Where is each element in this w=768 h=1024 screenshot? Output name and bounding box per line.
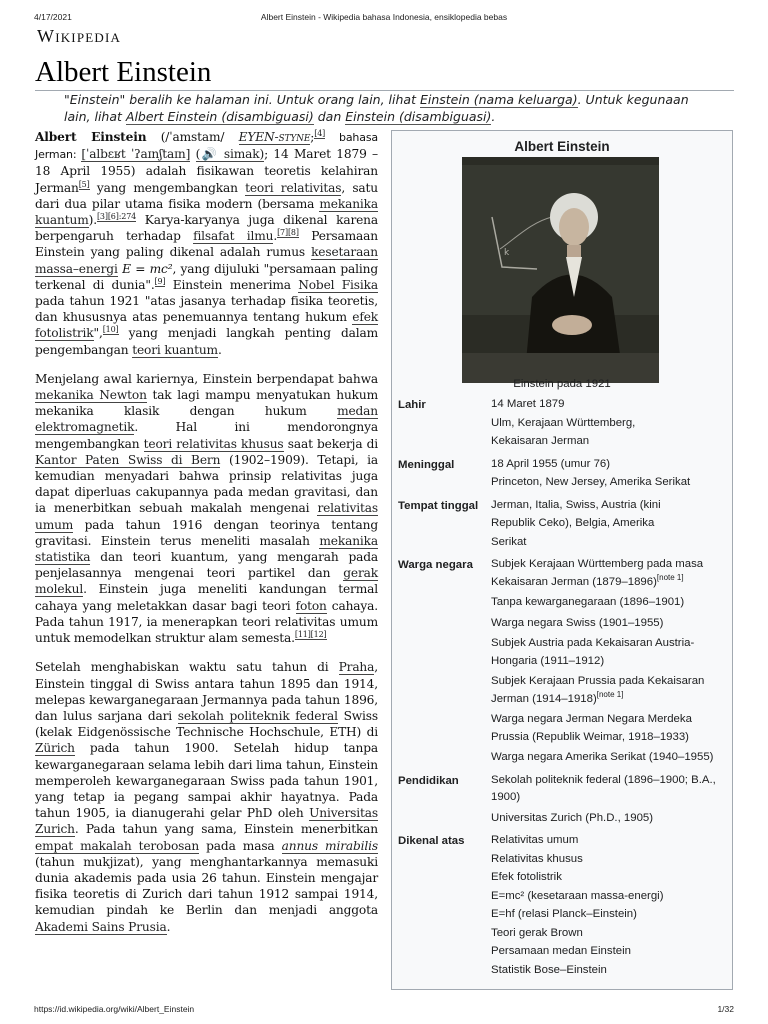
text: cahaya. Pada tahun 1917, ia menerapkan teori relativitas umum untuk memodelkan struktur alam semesta. (35, 598, 378, 646)
text: Swiss (kelak Eidgenössische Technische Hochschule, ETH) di (35, 708, 379, 740)
paragraph-2 (35, 371, 378, 646)
link-quantum-mechanics[interactable]: mekanika kuantum (35, 196, 378, 228)
page-title: Albert Einstein (35, 56, 212, 88)
row-label: Tempat tinggal (398, 499, 479, 512)
infobox-row-died (398, 456, 726, 495)
citizenship-text[interactable]: Subjek Kerajaan Prussia pada Kekaisaran Jerman (1914–1918) (491, 675, 705, 705)
portrait-image[interactable] (462, 157, 659, 383)
birth-country-link[interactable]: Kekaisaran Jerman (491, 435, 590, 447)
ref-link[interactable]: [3][6]:274 (96, 211, 137, 221)
text: . Hal ini mendorongnya mengembangkan (35, 420, 378, 451)
text: . (273, 229, 278, 244)
known-for-link[interactable]: Persamaan medan Einstein (491, 945, 631, 957)
link-einstein-surname[interactable]: Einstein (nama keluarga) (419, 92, 578, 107)
known-for-link[interactable]: Relativitas umum (491, 834, 579, 846)
link-patent-office[interactable]: Kantor Paten Swiss di Bern (35, 452, 221, 467)
text: tak lagi mampu menyatukan hukum mekanika klasik dengan hukum (35, 388, 378, 419)
residence-line: Republik Ceko), Belgia, Amerika (491, 517, 655, 529)
link-polytechnic[interactable]: sekolah politeknik federal (177, 708, 338, 723)
death-place-link[interactable]: Princeton, New Jersey, Amerika Serikat (491, 476, 691, 488)
link-university-zurich[interactable]: Universitas Zurich (35, 806, 378, 837)
text: . Pada tahun yang sama, Einstein menerbitkan (74, 822, 378, 837)
text: dan teori kuantum, yang mengarah pada penjelasannya mengenai teori partikel dan (35, 550, 378, 581)
infobox-row-known-for (398, 832, 726, 980)
row-label: Warga negara (398, 559, 473, 571)
ref-link[interactable]: [10] (102, 325, 119, 335)
listen-audio-link[interactable]: (🔊 simak) (195, 147, 265, 162)
residence-line: Serikat (491, 535, 527, 548)
text: yang menjadi langkah penting dalam pengembangan (35, 326, 378, 357)
ref-link[interactable]: [4] (314, 128, 326, 138)
text: ). (88, 213, 97, 228)
print-header (34, 12, 734, 24)
link-newtonian-mechanics[interactable]: mekanika Newton (35, 388, 147, 403)
link-special-relativity[interactable]: teori relativitas khusus (143, 436, 284, 451)
hatnote-text: dan (313, 108, 346, 124)
text: . (166, 919, 171, 934)
text: Persamaan Einstein yang paling dikenal adalah rumus (35, 229, 378, 260)
hatnote-text: . (491, 108, 496, 124)
link-theory-relativity[interactable]: teori relativitas (245, 180, 342, 195)
link-einstein-disambiguation-1[interactable]: Albert Einstein (disambiguasi) (125, 108, 314, 124)
text: (/ˈamstam/ (146, 130, 239, 144)
link-statistical-mechanics[interactable]: mekanika statistika (35, 533, 378, 565)
print-date: 4/17/2021 (34, 12, 72, 22)
link-prussian-academy[interactable]: Akademi Sains Prusia (35, 919, 167, 934)
infobox-row-born (398, 396, 726, 454)
known-for-link[interactable]: Teori gerak Brown (491, 926, 583, 939)
text: yang mengembangkan (89, 180, 246, 195)
text: bahasa Jerman: (35, 131, 379, 162)
citizenship-item[interactable]: Tanpa kewarganegaraan (1896–1901) (491, 596, 685, 608)
infobox-title: Albert Einstein (514, 139, 610, 154)
text: saat bekerja di (283, 436, 379, 451)
education-link[interactable]: Universitas Zurich (Ph.D., 1905) (491, 811, 654, 824)
text: Setelah menghabiskan waktu satu tahun di (35, 660, 339, 675)
link-philosophy-science[interactable]: filsafat ilmu (193, 229, 274, 244)
equation: E = mc² (122, 261, 173, 276)
infobox (391, 130, 733, 990)
note-link[interactable]: [note 1] (656, 572, 684, 582)
education-link[interactable]: Sekolah politeknik federal (1896–1900; B.A., 1900) (491, 773, 716, 803)
residence-line: Jerman, Italia, Swiss, Austria (kini (491, 498, 661, 511)
citizenship-item[interactable]: Warga negara Jerman Negara Merdeka Prussia (Republik Weimar, 1918–1933) (491, 713, 692, 743)
birth-place-link[interactable]: Ulm, Kerajaan Württemberg, (491, 416, 636, 429)
link-molecular-motion[interactable]: gerak molekul (35, 566, 378, 597)
infobox-rows (398, 396, 726, 982)
svg-text:k: k (504, 248, 510, 258)
hatnote-text: "Einstein" beralih ke halaman ini. Untuk orang lain, lihat (64, 92, 420, 107)
ref-link[interactable]: [11][12] (294, 630, 327, 640)
infobox-caption: Einstein pada 1921 (513, 378, 611, 390)
link-mass-energy[interactable]: kesetaraan massa–energi (35, 245, 378, 276)
paragraph-3 (35, 659, 378, 934)
ref-link[interactable]: [9] (154, 276, 166, 286)
known-for-link[interactable]: Statistik Bose–Einstein (491, 963, 607, 976)
known-for-link[interactable]: E=hf (relasi Planck–Einstein) (491, 908, 637, 920)
text: (1902–1909). Tetapi, ia kemudian menyadari bahwa prinsip relativitas juga dapat diperluas cakupannya pada medan gravitasi, dan ia menerbitkan sebuah makalah mengenai (35, 452, 378, 516)
text: , satu dari dua pilar utama fisika modern (bersama (35, 180, 378, 211)
print-page-title: Albert Einstein - Wikipedia bahasa Indonesia, ensiklopedia bebas (260, 12, 508, 22)
row-label: Lahir (398, 399, 426, 411)
infobox-row-citizenship (398, 556, 726, 770)
row-label: Dikenal atas (398, 835, 465, 847)
row-value (491, 456, 726, 495)
subject-name: Albert Einstein (35, 130, 147, 144)
note-link[interactable]: [note 1] (596, 689, 624, 699)
text: , Einstein tinggal di Swiss antara tahun 1895 dan 1914, melepas kewarganegaraan Jermannya pada tahun 1896, dan lulus sarjana dari (35, 660, 378, 723)
ref-link[interactable]: [5] (78, 179, 90, 189)
citizenship-item[interactable]: Warga negara Swiss (1901–1955) (491, 616, 664, 629)
row-value (491, 396, 726, 454)
link-photon[interactable]: foton (295, 598, 327, 613)
link-zurich[interactable]: Zürich (35, 741, 75, 756)
row-value (491, 556, 726, 770)
hatnote-text: . Untuk kegunaan lain, lihat (64, 92, 689, 124)
lead-paragraph: Albert Einstein (/ˈamstam/ EYEN-styne;[4] bahasa Jerman: [ˈalbɛʁt ˈʔaɪnʃtaɪn] (🔊 simak); 14 Maret 1879 – 18 April 1955) adalah fisikawan teoretis kelahiran Jerman[5] yang mengembangkan teori relativitas, satu dari dua pilar utama fisika modern (bersama mekanika kuantum).$^{[3][6]:274}$ Karya-karyanya juga dikenal karena berpengaruh terhadap filsafat ilmu.[7][8] Persamaan Einstein yang paling dikenal adalah rumus kesetaraan massa–energi E = mc², yang dijuluki "persamaan paling terkenal di dunia".[9] Einstein menerima Nobel Fisika pada tahun 1921 "atas jasanya terhadap fisika teoretis, dan khususnya atas penemuannya tentang hukum efek fotolistrik",[10] yang menjadi langkah penting dalam pengembangan teori kuantum. (35, 128, 379, 357)
text: pada tahun 1916 dengan teorinya tentang gravitasi. Einstein terus meneliti masalah (35, 517, 378, 548)
link-respelling[interactable]: EYEN-styne (238, 130, 311, 144)
text: ", (93, 326, 103, 341)
link-nobel-physics[interactable]: Nobel Fisika (298, 277, 378, 292)
row-value (491, 497, 726, 555)
text: pada masa (199, 838, 282, 853)
print-footer (34, 1004, 734, 1016)
citizenship-text[interactable]: Subjek Kerajaan Württemberg pada masa Kekaisaran Jerman (1879–1896) (491, 558, 704, 588)
row-value (491, 772, 726, 831)
print-page-number: 1/32 (717, 1004, 734, 1014)
print-url: https://id.wikipedia.org/wiki/Albert_Einstein (34, 1004, 195, 1014)
text: . Einstein juga meneliti kandungan termal cahaya yang meletakkan dasar bagi teori (35, 582, 378, 613)
row-value (491, 832, 726, 980)
text: (tahun mukjizat), yang menghantarkannya memasuki dunia akademis pada usia 26 tahun. Einstein mengajar fisika teoretis di Zurich dari tahun 1912 sampai 1914, kemudian pindah ke Berlin dan menjadi anggota (35, 854, 378, 918)
link-ipa[interactable]: [ˈalbɛʁt ˈʔaɪnʃtaɪn] (81, 147, 191, 162)
text: . (217, 342, 222, 357)
known-for-link[interactable]: E=mc² (kesetaraan massa-energi) (491, 889, 664, 902)
birth-date: 14 Maret 1879 (491, 398, 565, 410)
citizenship-item[interactable] (491, 673, 726, 708)
link-electromagnetic-field[interactable]: medan elektromagnetik (35, 404, 378, 435)
link-quantum-theory[interactable]: teori kuantum (132, 342, 218, 357)
link-annus-papers[interactable]: empat makalah terobosan (35, 838, 200, 853)
link-photoelectric[interactable]: efek fotolistrik (35, 310, 378, 341)
citizenship-item[interactable]: Subjek Austria pada Kekaisaran Austria-Hongaria (1911–1912) (491, 637, 695, 667)
text: Karya-karyanya juga dikenal karena berpengaruh terhadap (35, 213, 378, 244)
text: , yang dijuluki "persamaan paling terkenal di dunia". (35, 261, 378, 292)
link-general-relativity[interactable]: relativitas umum (35, 501, 378, 532)
title-divider (35, 90, 734, 91)
hatnote (64, 92, 700, 125)
link-annus-mirabilis[interactable]: annus mirabilis (281, 838, 379, 853)
known-for-link[interactable]: Relativitas khusus (491, 852, 583, 865)
infobox-row-education (398, 772, 726, 831)
link-einstein-disambiguation-2[interactable]: Einstein (disambiguasi) (345, 108, 492, 124)
death-date: 18 April 1955 (umur 76) (491, 457, 611, 470)
wikipedia-logo[interactable]: Wikipedia (37, 26, 122, 46)
row-label: Pendidikan (398, 774, 459, 787)
text: Menjelang awal kariernya, Einstein berpendapat bahwa (35, 371, 378, 386)
text: pada tahun 1900. Setelah hidup tanpa kewarganegaraan selama lebih dari lima tahun, Einstein memperoleh kewarganegaraan Swiss pada tahun 1901, yang tetap ia pegang sampai akhir hayatnya. Pada tahun 1905, ia dianugerahi gelar PhD oleh (35, 741, 378, 821)
citizenship-item[interactable] (491, 556, 726, 591)
text: pada tahun 1921 "atas jasanya terhadap fisika teoretis, dan khususnya atas penemuannya tentang hukum (35, 294, 378, 325)
article-body (35, 129, 378, 948)
text: Einstein menerima (165, 277, 299, 292)
infobox-row-residence (398, 497, 726, 555)
citizenship-item[interactable]: Warga negara Amerika Serikat (1940–1955) (491, 751, 714, 763)
row-label: Meninggal (398, 458, 455, 471)
link-prague[interactable]: Praha (338, 660, 375, 675)
known-for-link[interactable]: Efek fotolistrik (491, 871, 562, 883)
text: ; 14 Maret 1879 – 18 April 1955) adalah fisikawan teoretis kelahiran Jerman (35, 147, 378, 195)
ref-link[interactable]: [7][8] (277, 228, 299, 238)
